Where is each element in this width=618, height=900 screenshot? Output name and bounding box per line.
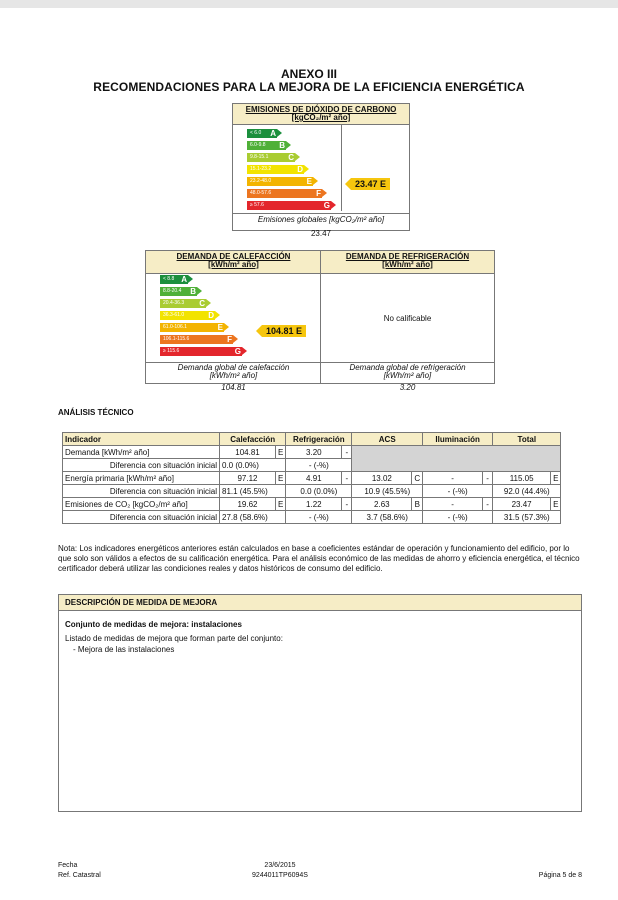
cell-value: - — [423, 498, 483, 511]
energy-indicators-note: Nota: Los indicadores energéticos anteriores están calculados en base a coeficientes estándar de operación y funcionamiento del edificio, por lo que solo son válidos a efectos de su calificación energética. Para el análisis económico de las medidas de ahorro y eficiencia energética, el técnico certificador deberá utilizar las condiciones reales y datos históricos de consumo del edificio. — [58, 544, 580, 573]
co2-bar-range: 48.0-57.6 — [250, 190, 272, 196]
col-calefaccion: Calefacción — [220, 433, 286, 446]
co2-rating-tip — [345, 178, 351, 190]
cell-letter: - — [342, 472, 352, 485]
co2-bar-c — [247, 153, 295, 162]
cooling-caption-text: Demanda global de refrigeración — [349, 363, 466, 372]
co2-bar-letter: D — [297, 165, 303, 174]
footer-ref-label: Ref. Catastral — [58, 872, 101, 879]
measures-set-title: Conjunto de medidas de mejora: instalaciones — [65, 620, 242, 629]
heating-caption — [146, 364, 321, 380]
improvement-description-box — [58, 594, 582, 812]
cell-letter: E — [276, 498, 286, 511]
row-label: Energía primaria [kWh/m² año] — [63, 472, 220, 485]
co2-bar-a — [247, 129, 277, 138]
co2-bar-tip — [295, 153, 300, 161]
heating-bar-tip — [206, 299, 211, 307]
co2-bar-tip — [286, 141, 291, 149]
cell-value: 0.0 (0.0%) — [286, 485, 352, 498]
cooling-label-title: DEMANDA DE REFRIGERACIÓN — [345, 252, 470, 261]
table-row — [63, 485, 561, 498]
co2-bar-tip — [304, 165, 309, 173]
cell-value: 2.63 — [352, 498, 412, 511]
co2-bar-range: 23.2-48.0 — [250, 178, 272, 184]
heating-bar-letter: G — [234, 347, 241, 356]
cell-value: 27.8 (58.6%) — [220, 511, 286, 524]
table-row — [63, 498, 561, 511]
cell-value: 19.62 — [220, 498, 276, 511]
col-indicador: Indicador — [63, 433, 220, 446]
footer-center — [200, 861, 360, 881]
co2-bar-e — [247, 177, 313, 186]
cell-value: 81.1 (45.5%) — [220, 485, 286, 498]
heating-bar-tip — [224, 323, 229, 331]
cell-empty — [352, 446, 561, 472]
table-row — [63, 472, 561, 485]
co2-label-unit: [kgCO₂/m² año] — [291, 113, 351, 122]
co2-bar-d — [247, 165, 304, 174]
heating-label-unit: [kWh/m² año] — [208, 260, 259, 269]
col-refrigeracion: Refrigeración — [286, 433, 352, 446]
table-row — [63, 446, 561, 459]
footer-date-value: 23/6/2015 — [264, 862, 296, 869]
row-label: Diferencia con situación inicial — [63, 459, 220, 472]
co2-bar-f — [247, 189, 322, 198]
cell-value: 1.22 — [286, 498, 342, 511]
co2-bar-range: 6.0-9.8 — [250, 142, 266, 148]
co2-bar-g — [247, 201, 331, 210]
cell-value: 115.05 — [493, 472, 551, 485]
col-total: Total — [493, 433, 561, 446]
co2-bar-letter: G — [323, 201, 330, 210]
cell-letter: - — [342, 498, 352, 511]
co2-bar-letter: F — [316, 189, 321, 198]
footer-left — [58, 861, 101, 881]
cell-value: 97.12 — [220, 472, 276, 485]
cell-value: - (-%) — [286, 511, 352, 524]
co2-label-header — [233, 104, 409, 125]
cell-letter: - — [483, 498, 493, 511]
heating-caption-unit: [kWh/m² año] — [209, 371, 258, 380]
page-number: Página 5 de 8 — [538, 872, 582, 879]
heating-bar-tip — [233, 335, 238, 343]
co2-emissions-label — [232, 103, 410, 231]
heating-bar-range: < 8.8 — [163, 276, 175, 282]
cell-letter: - — [342, 446, 352, 459]
footer-ref-value: 9244011TP6094S — [252, 872, 308, 879]
co2-bar-letter: B — [279, 141, 285, 150]
analysis-section-title: ANÁLISIS TÉCNICO — [58, 408, 134, 417]
row-label: Diferencia con situación inicial — [63, 511, 220, 524]
heating-bar-tip — [242, 347, 247, 355]
page-title: RECOMENDACIONES PARA LA MEJORA DE LA EFICIENCIA ENERGÉTICA — [93, 80, 525, 94]
co2-bar-range: < 6.0 — [250, 130, 262, 136]
cell-value: 3.7 (58.6%) — [352, 511, 423, 524]
heating-bar-tip — [197, 287, 202, 295]
co2-bar-tip — [277, 129, 282, 137]
heating-bar-letter: F — [227, 335, 232, 344]
list-item: - Mejora de las instalaciones — [73, 645, 175, 654]
heating-bar-letter: B — [190, 287, 196, 296]
cell-value: - (-%) — [286, 459, 352, 472]
co2-label-title: EMISIONES DE DIÓXIDO DE CARBONO — [245, 105, 397, 114]
heating-bar-g — [160, 347, 242, 356]
cooling-caption-unit: [kWh/m² año] — [383, 371, 432, 380]
heating-rating-value: 104.81 E — [266, 326, 303, 336]
heating-caption-text: Demanda global de calefacción — [177, 363, 290, 372]
heating-bar-range: 106.1-115.6 — [163, 336, 190, 342]
heating-bar-tip — [188, 275, 193, 283]
heating-bar-f — [160, 335, 233, 344]
co2-bar-tip — [322, 189, 327, 197]
cell-value: 10.9 (45.5%) — [352, 485, 423, 498]
row-label: Diferencia con situación inicial — [63, 485, 220, 498]
cooling-demand-label — [320, 250, 495, 384]
co2-bar-tip — [331, 201, 336, 209]
heating-bar-c — [160, 299, 206, 308]
col-acs: ACS — [352, 433, 423, 446]
heating-bar-range: 36.3-61.0 — [163, 312, 185, 318]
co2-rating-arrow — [351, 178, 390, 190]
heating-bar-range: 61.0-106.1 — [163, 324, 187, 330]
heating-bar-letter: D — [208, 311, 214, 320]
heating-label-title: DEMANDA DE CALEFACCIÓN — [176, 252, 291, 261]
cell-value: - (-%) — [423, 485, 493, 498]
footer-date-label: Fecha — [58, 862, 78, 869]
heating-bar-e — [160, 323, 224, 332]
co2-bar-b — [247, 141, 286, 150]
cell-letter: B — [412, 498, 423, 511]
technical-analysis-table — [62, 432, 561, 524]
co2-bar-range: 9.8-15.1 — [250, 154, 269, 160]
cell-letter: E — [551, 498, 561, 511]
cell-value: 13.02 — [352, 472, 412, 485]
cell-value: 31.5 (57.3%) — [493, 511, 561, 524]
cooling-status: No calificable — [383, 314, 432, 323]
heating-label-header — [146, 251, 321, 274]
heating-bar-b — [160, 287, 197, 296]
co2-bar-letter: E — [306, 177, 312, 186]
table-row — [63, 511, 561, 524]
cell-letter: E — [276, 472, 286, 485]
cell-value: 4.91 — [286, 472, 342, 485]
co2-caption: Emisiones globales [kgCO₂/m² año] — [257, 215, 385, 224]
cell-letter: - — [483, 472, 493, 485]
cell-letter: E — [276, 446, 286, 459]
co2-bar-tip — [313, 177, 318, 185]
measures-intro: Listado de medidas de mejora que forman parte del conjunto: — [65, 634, 283, 643]
cell-value: 92.0 (44.4%) — [493, 485, 561, 498]
row-label: Emisiones de CO₂ [kgCO₂/m² año] — [63, 498, 220, 511]
cell-letter: C — [412, 472, 423, 485]
cell-value: 23.47 — [493, 498, 551, 511]
heating-global-value: 104.81 — [221, 383, 246, 392]
co2-rating-value: 23.47 E — [355, 179, 387, 189]
co2-bar-range: 15.1-23.2 — [250, 166, 272, 172]
heating-rating-arrow — [262, 325, 306, 337]
co2-bar-area — [233, 125, 342, 211]
scan-top-edge — [0, 0, 618, 8]
cell-letter: E — [551, 472, 561, 485]
cooling-global-value: 3.20 — [399, 383, 416, 392]
row-label: Demanda [kWh/m² año] — [63, 446, 220, 459]
col-iluminacion: Iluminación — [423, 433, 493, 446]
cell-value: 0.0 (0.0%) — [220, 459, 286, 472]
heating-bar-tip — [215, 311, 220, 319]
heating-bar-letter: A — [181, 275, 187, 284]
table-header-row — [63, 433, 561, 446]
co2-bar-letter: C — [288, 153, 294, 162]
cell-value: 104.81 — [220, 446, 276, 459]
heating-bar-d — [160, 311, 215, 320]
cooling-label-unit: [kWh/m² año] — [382, 260, 433, 269]
heating-demand-label — [145, 250, 322, 384]
cell-value: - — [423, 472, 483, 485]
description-body — [59, 611, 581, 663]
co2-bar-range: ≥ 57.6 — [250, 202, 264, 208]
description-heading: DESCRIPCIÓN DE MEDIDA DE MEJORA — [59, 595, 581, 611]
cooling-caption — [321, 364, 494, 380]
cell-value: 3.20 — [286, 446, 342, 459]
heating-bar-range: ≥ 115.6 — [163, 348, 180, 354]
co2-caption-row — [233, 213, 409, 214]
heating-bar-range: 20.4-36.3 — [163, 300, 185, 306]
co2-global-value: 23.47 — [310, 229, 332, 238]
heating-bar-a — [160, 275, 188, 284]
heating-rating-tip — [256, 325, 262, 337]
annex-title: ANEXO III — [280, 67, 337, 81]
heating-bar-letter: C — [199, 299, 205, 308]
heating-bar-letter: E — [217, 323, 223, 332]
co2-bar-letter: A — [270, 129, 276, 138]
cooling-label-header — [321, 251, 494, 274]
cell-value: - (-%) — [423, 511, 493, 524]
heating-bar-range: 8.8-20.4 — [163, 288, 182, 294]
